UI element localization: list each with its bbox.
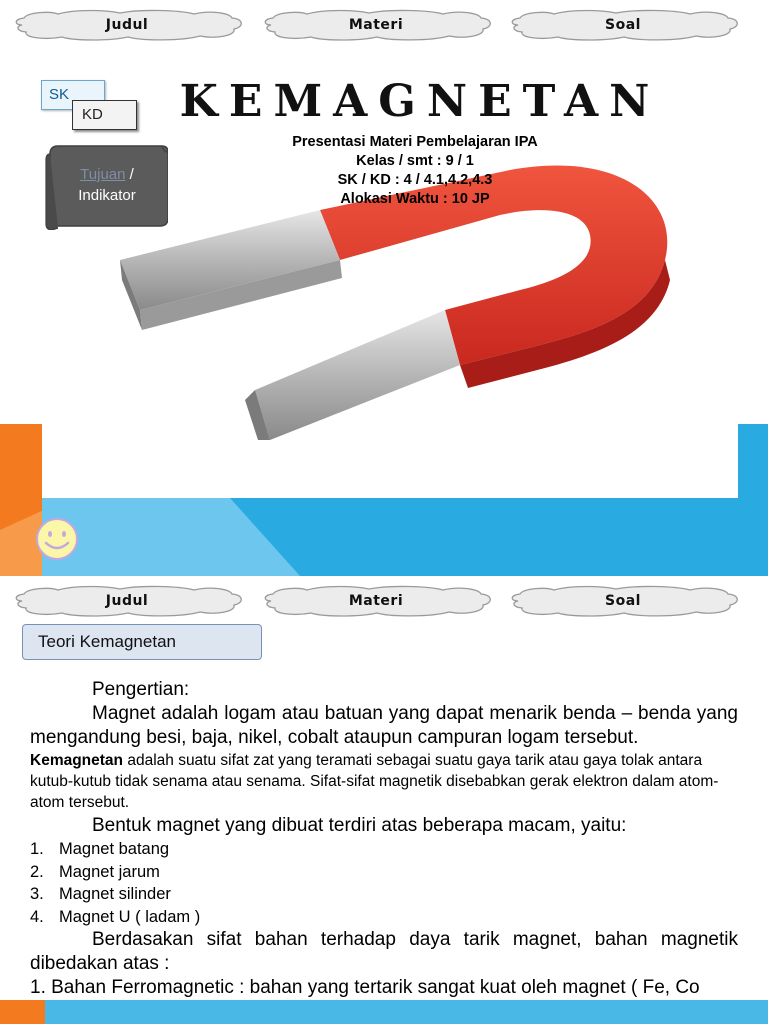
list-text: Magnet jarum [59,862,160,881]
list-text: Magnet batang [59,840,170,858]
section-title-box: Teori Kemagnetan [22,624,262,660]
paragraph-kemagnetan [30,750,738,813]
decorative-bottom-bar [0,1000,768,1024]
list-number: 4. [30,907,44,926]
nav-materi-button[interactable] [259,584,493,618]
presentation-info [200,133,630,209]
nav-judul-button[interactable] [10,8,244,42]
top-nav [0,0,768,50]
paragraph-bentuk: Bentuk magnet yang dibuat terdiri atas beberapa macam, yaitu: [92,815,627,836]
nav-materi-button[interactable] [259,8,493,42]
paragraph-ferromagnetic: 1. Bahan Ferromagnetic : bahan yang tertarik sangat kuat oleh magnet ( Fe, Co [30,977,700,998]
kemagnetan-definition: adalah suatu sifat zat yang teramati sebagai suatu gaya tarik atau gaya tolak antara kutub-kutub tidak senama atau senama. Sifat-sifat magnetik disebabkan gerak elektron dalam atom-atom tersebut. [30,752,719,811]
kd-button[interactable]: KD [72,100,137,130]
list-number: 3. [30,885,44,903]
nav-soal-label: Soal [605,17,641,33]
slide-teori [0,576,768,1024]
list-item [30,861,738,884]
list-text: Magnet U ( ladam ) [59,907,201,926]
info-line: Alokasi Waktu : 10 JP [340,191,490,207]
info-line: SK / KD : 4 / 4.1,4.2,4.3 [337,172,493,188]
list-text: Magnet silinder [59,885,171,903]
nav-soal-label: Soal [605,593,641,609]
list-number: 1. [30,840,44,858]
content-body [30,676,738,1000]
smiley-icon[interactable] [35,517,79,561]
nav-judul-label: Judul [105,17,149,33]
nav-materi-label: Materi [348,593,404,609]
list-item [30,883,738,906]
tujuan-link[interactable]: Tujuan [80,166,126,183]
info-line: Presentasi Materi Pembelajaran IPA [292,134,538,150]
nav-judul-label: Judul [105,593,149,609]
nav-judul-button[interactable] [10,584,244,618]
nav-materi-label: Materi [348,17,404,33]
slide-title-text: KEMAGNETAN [179,76,661,127]
sk-button[interactable]: SK [41,80,105,110]
top-nav [0,576,768,626]
kemagnetan-term: Kemagnetan [30,752,124,769]
list-item [30,906,738,929]
slash-text: / [125,166,134,183]
info-line: Kelas / smt : 9 / 1 [356,153,474,169]
list-number: 2. [30,862,44,881]
heading-pengertian: Pengertian: [92,679,190,700]
tujuan-indikator-button[interactable] [44,144,168,230]
magnet-type-list [30,838,738,928]
nav-soal-button[interactable] [506,8,740,42]
nav-soal-button[interactable] [506,584,740,618]
paragraph-magnet: Magnet adalah logam atau batuan yang dapat menarik benda – benda yang mengandung besi, baja, nikel, cobalt ataupun campuran logam tersebut. [30,703,738,748]
indikator-label: Indikator [78,187,136,204]
list-item [30,838,738,861]
paragraph-berdasakan: Berdasakan sifat bahan terhadap daya tarik magnet, bahan magnetik dibedakan atas : [30,929,738,974]
